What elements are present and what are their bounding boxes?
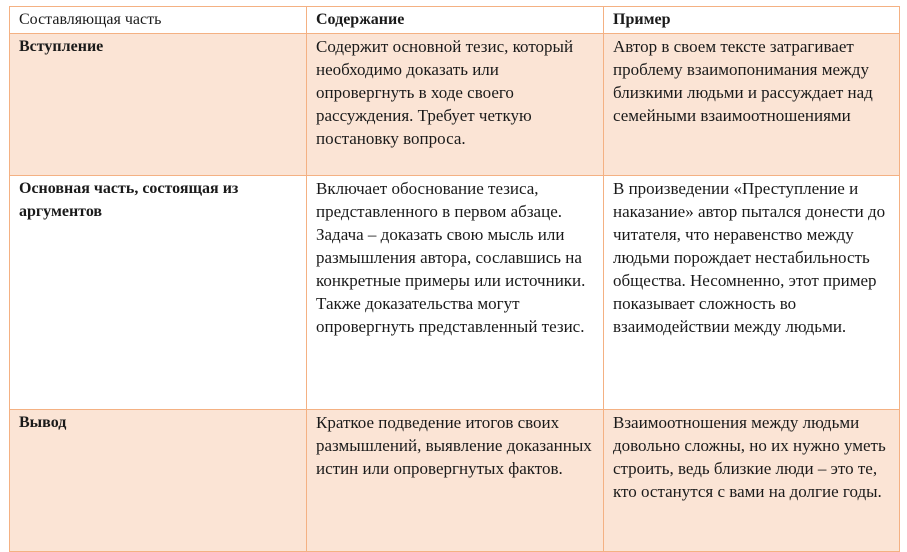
row-content-cell: Краткое подведение итогов своих размышлений, выявление доказанных истин или опровергнутых фактов. xyxy=(307,410,604,552)
row-content-cell: Включает обоснование тезиса, представленного в первом абзаце. Задача – доказать свою мысль или размышления автора, сославшись на конкретные примеры или источники. Также доказательства могут опровергнуть представленный тезис. xyxy=(307,176,604,410)
table-row-conclusion xyxy=(10,410,900,552)
row-part-label: Вступление xyxy=(10,34,307,176)
row-part-label: Основная часть, состоящая из аргументов xyxy=(10,176,307,410)
table-row-introduction xyxy=(10,34,900,176)
row-example-cell: В произведении «Преступление и наказание» автор пытался донести до читателя, что неравенство между людьми порождает нестабильность общества. Несомненно, этот пример показывает сложность во взаимодействии между людьми. xyxy=(604,176,900,410)
header-example: Пример xyxy=(604,7,900,34)
essay-structure-table xyxy=(9,6,900,552)
header-content: Содержание xyxy=(307,7,604,34)
header-part: Составляющая часть xyxy=(10,7,307,34)
table-row-main-body xyxy=(10,176,900,410)
row-example-cell: Взаимоотношения между людьми довольно сложны, но их нужно уметь строить, ведь близкие люди – это те, кто останутся с вами на долгие годы. xyxy=(604,410,900,552)
table-header-row xyxy=(10,7,900,34)
essay-structure-table-wrapper xyxy=(9,6,900,552)
row-example-cell: Автор в своем тексте затрагивает проблему взаимопонимания между близкими людьми и рассуждает над семейными взаимоотношениями xyxy=(604,34,900,176)
row-part-label: Вывод xyxy=(10,410,307,552)
row-content-cell: Содержит основной тезис, который необходимо доказать или опровергнуть в ходе своего рассуждения. Требует четкую постановку вопроса. xyxy=(307,34,604,176)
